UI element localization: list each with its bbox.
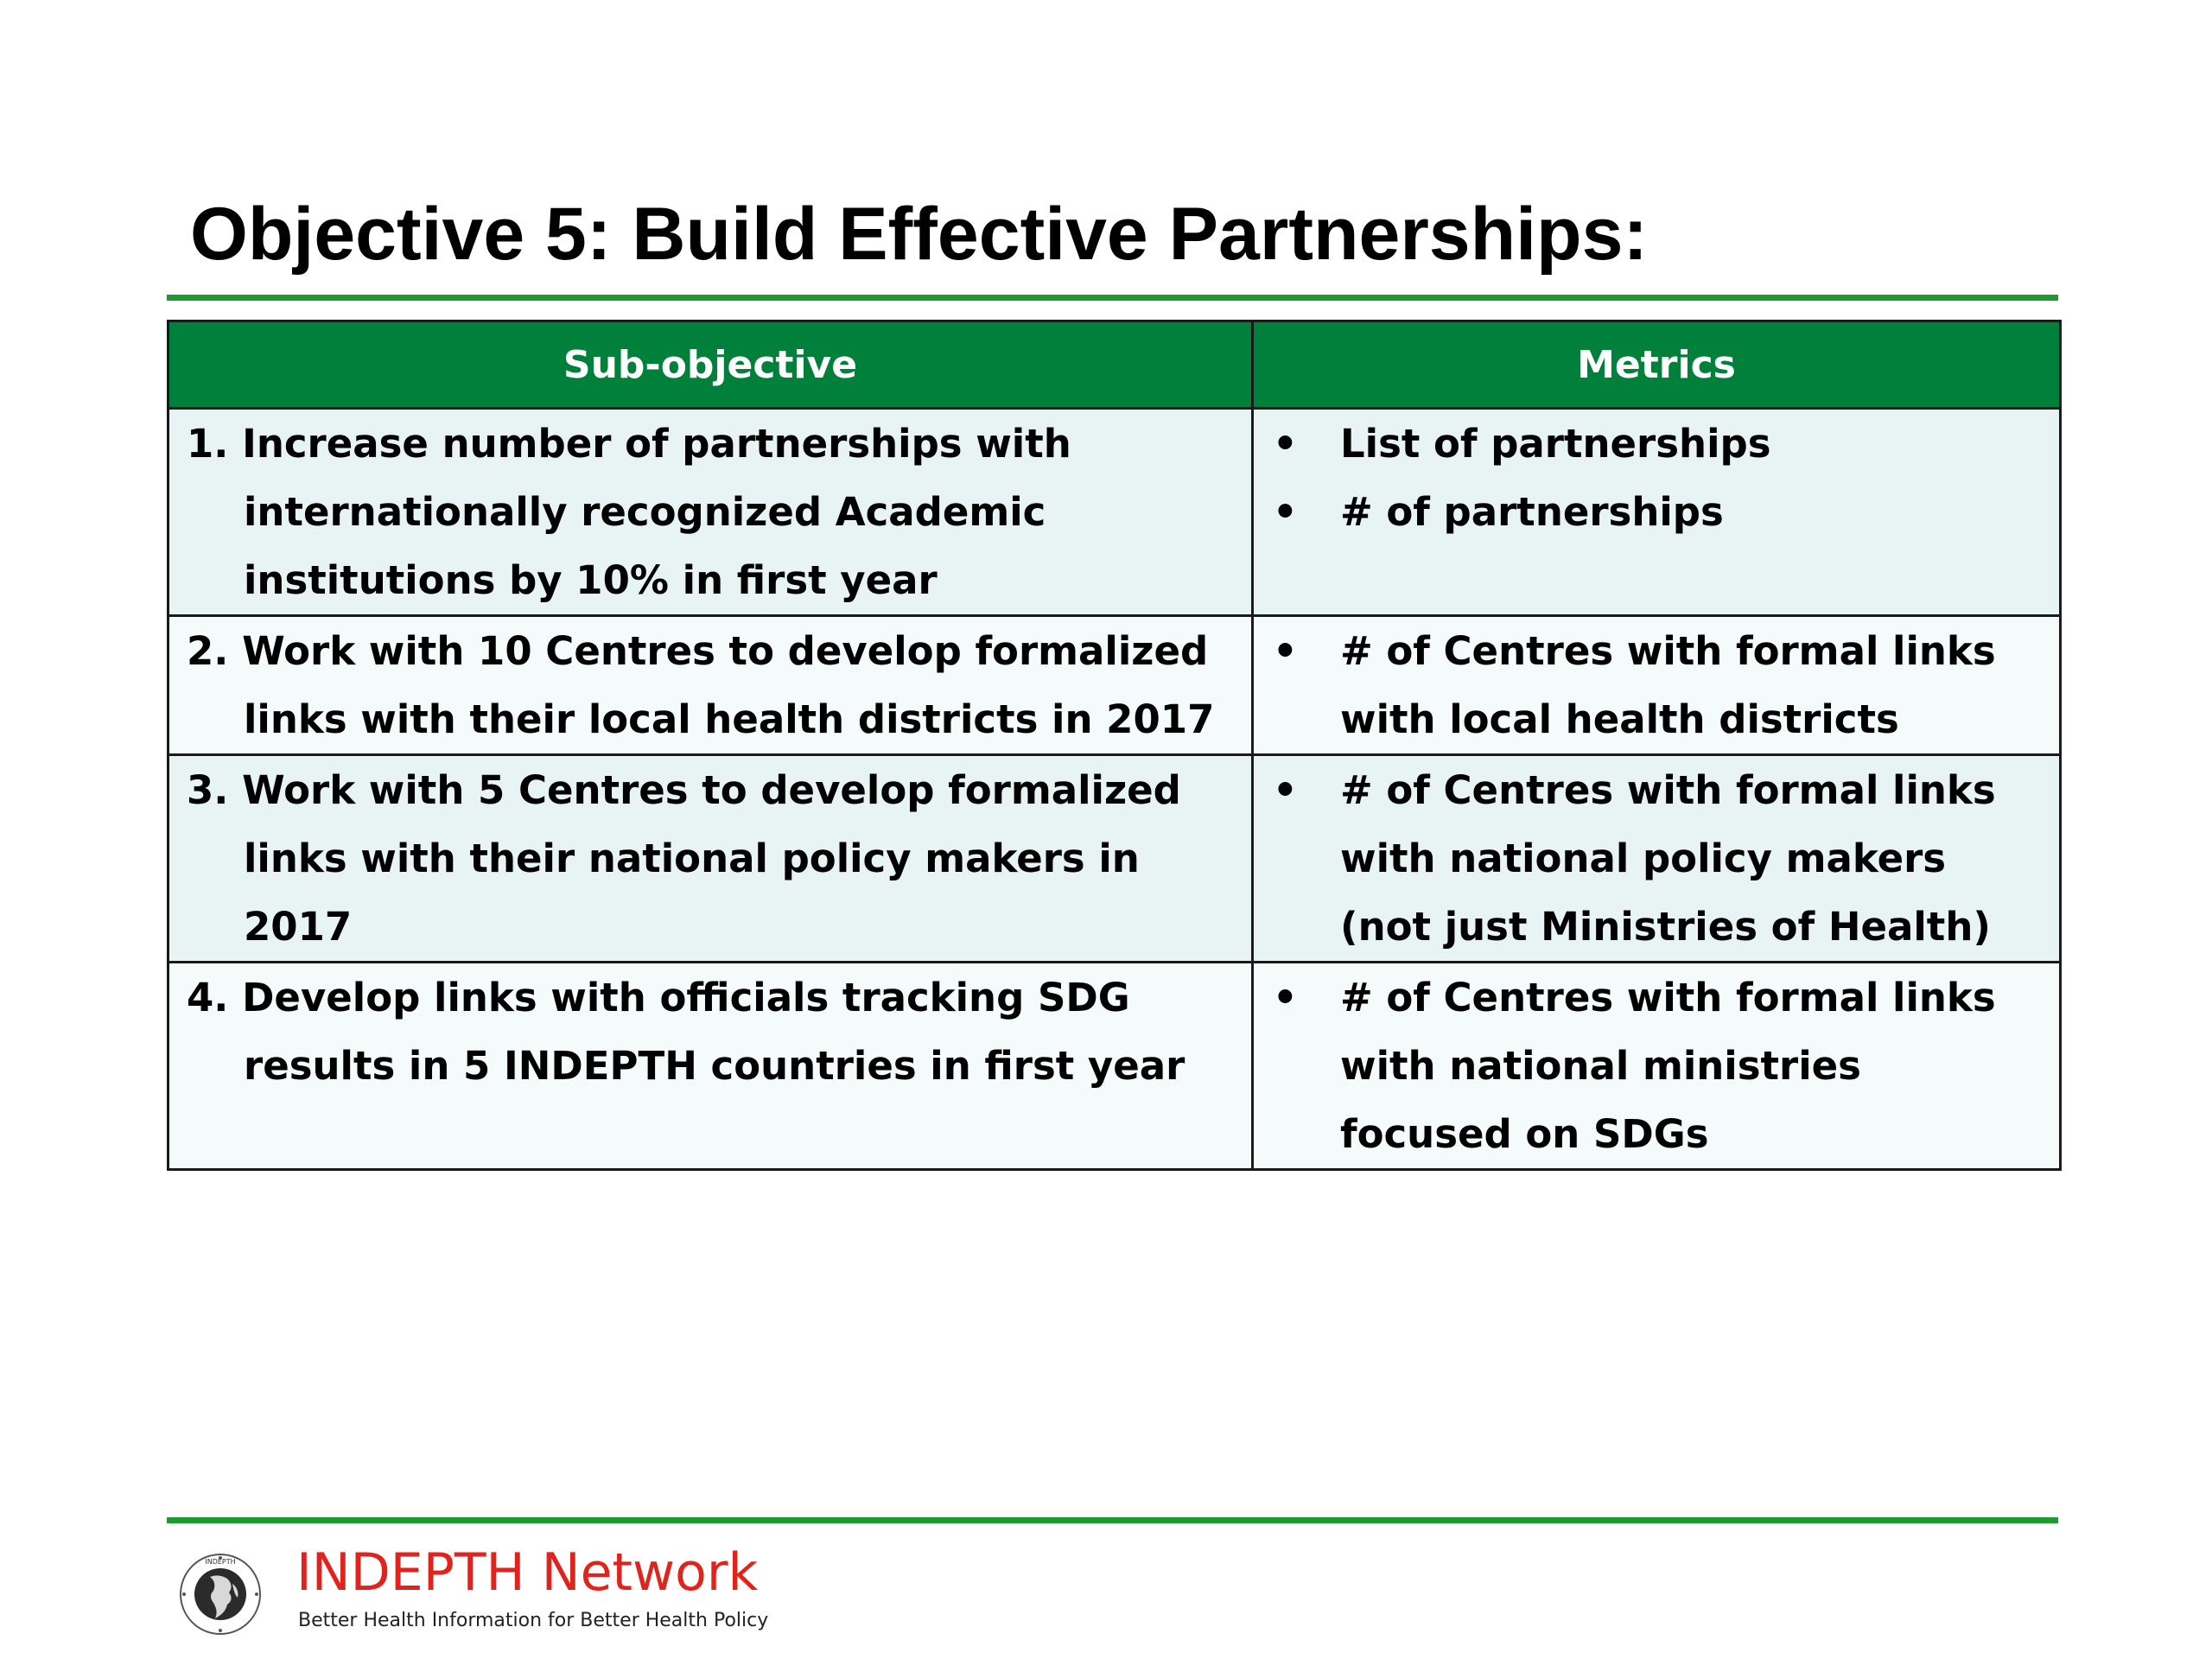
- title-divider: [167, 295, 2058, 301]
- sub-objective-text: 1. Increase number of partnerships with internationally recognized Academic institutions by 10% in first year: [187, 421, 1071, 603]
- org-name: INDEPTH Network: [296, 1542, 759, 1603]
- metrics-cell: [1253, 616, 2061, 755]
- metrics-cell: [1253, 963, 2061, 1170]
- table-row: [168, 755, 2061, 963]
- sub-objective-cell: [168, 616, 1253, 755]
- metrics-list: [1254, 617, 2059, 753]
- metric-item: • # of Centres with formal links with national ministries focused on SDGs: [1254, 963, 2059, 1168]
- sub-objective-text: 3. Work with 5 Centres to develop formalized links with their national policy makers in 2017: [187, 767, 1181, 950]
- sub-objective-text: 2. Work with 10 Centres to develop formalized links with their local health districts in 2017: [187, 628, 1215, 742]
- sub-objective-text: 4. Develop links with officials tracking SDG results in 5 INDEPTH countries in first year: [187, 975, 1185, 1089]
- metric-item: • # of partnerships: [1254, 478, 2059, 546]
- sub-objective-cell: [168, 963, 1253, 1170]
- objectives-table: [167, 320, 2062, 1171]
- slide-title: Objective 5: Build Effective Partnerships:: [190, 193, 1649, 276]
- metrics-cell: [1253, 409, 2061, 616]
- table-row: [168, 409, 2061, 616]
- table-header-row: [168, 321, 2061, 409]
- metrics-list: [1254, 410, 2059, 546]
- org-tagline: Better Health Information for Better Health Policy: [298, 1610, 769, 1631]
- table-row: [168, 963, 2061, 1170]
- metrics-cell: [1253, 755, 2061, 963]
- metric-item: • # of Centres with formal links with national policy makers (not just Ministries of Health): [1254, 756, 2059, 961]
- header-metrics: Metrics: [1253, 321, 2061, 409]
- footer-divider: [167, 1517, 2058, 1523]
- metric-item: • List of partnerships: [1254, 410, 2059, 478]
- sub-objective-cell: [168, 755, 1253, 963]
- globe-seal-icon: [177, 1551, 264, 1637]
- metrics-list: [1254, 756, 2059, 961]
- metric-item: • # of Centres with formal links with local health districts: [1254, 617, 2059, 753]
- table-row: [168, 616, 2061, 755]
- metrics-list: [1254, 963, 2059, 1168]
- logo-text: INDEPTH: [205, 1558, 236, 1566]
- sub-objective-cell: [168, 409, 1253, 616]
- header-sub-objective: Sub-objective: [168, 321, 1253, 409]
